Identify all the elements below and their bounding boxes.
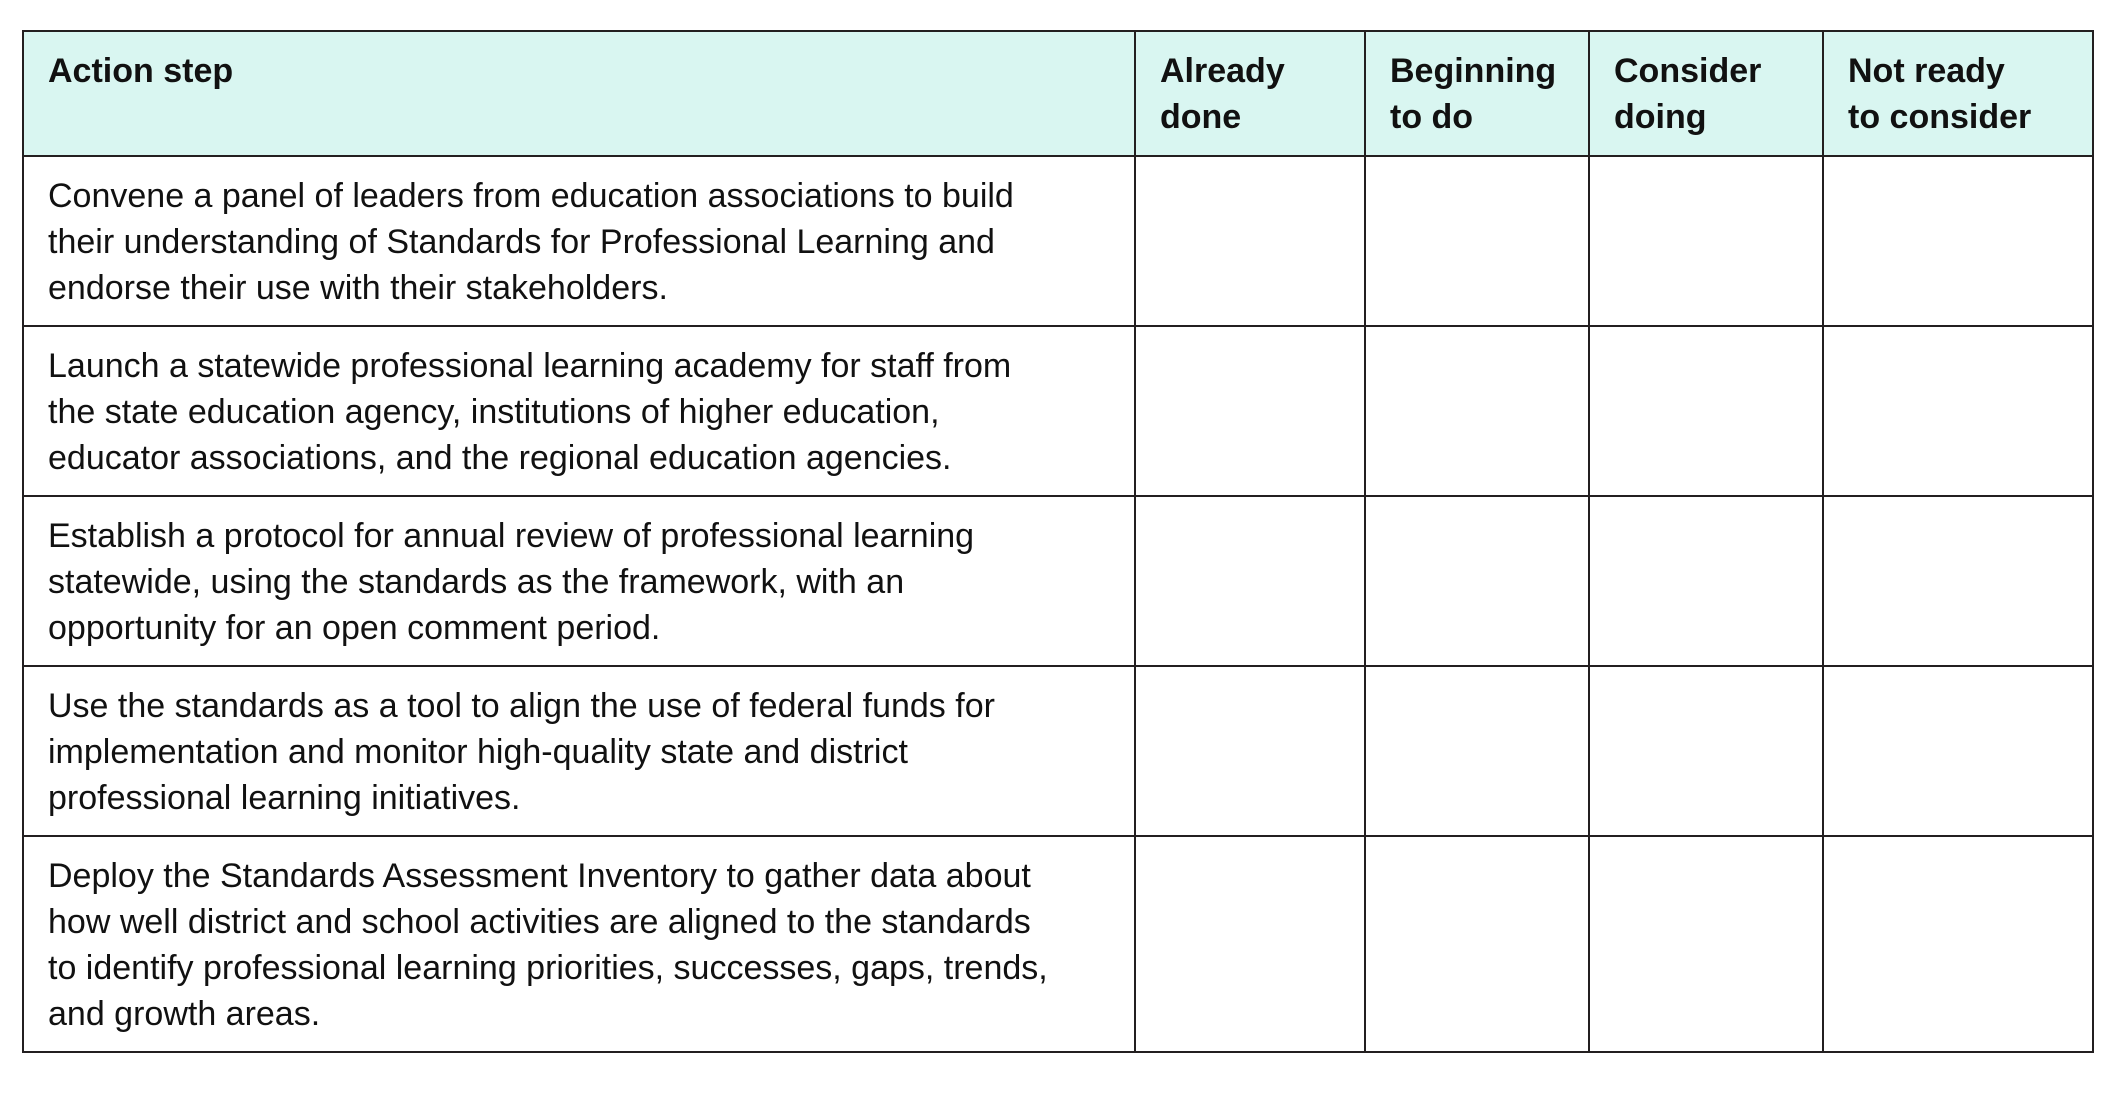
already-done-cell[interactable] — [1135, 496, 1365, 666]
consider-doing-cell[interactable] — [1589, 326, 1823, 496]
beginning-to-do-cell[interactable] — [1365, 836, 1589, 1052]
header-consider-doing-line-2: doing — [1614, 98, 1707, 136]
action-step-cell — [23, 326, 1135, 496]
action-step-cell — [23, 836, 1135, 1052]
header-beginning-to-do-line-2: to do — [1390, 98, 1474, 136]
table-row — [23, 156, 2093, 326]
action-step-cell — [23, 156, 1135, 326]
header-not-ready-to-consider — [1823, 31, 2093, 156]
consider-doing-cell[interactable] — [1589, 156, 1823, 326]
action-step-line: to identify professional learning priorities, successes, gaps, trends, — [48, 949, 1048, 987]
table-row — [23, 326, 2093, 496]
action-step-table-container — [22, 30, 2092, 1053]
header-action-step-line-1: Action step — [48, 52, 234, 90]
action-step-line: Deploy the Standards Assessment Inventory to gather data about — [48, 857, 1031, 895]
action-step-line: and growth areas. — [48, 995, 321, 1033]
header-beginning-to-do — [1365, 31, 1589, 156]
action-step-line: Establish a protocol for annual review of professional learning — [48, 517, 975, 555]
action-step-line: their understanding of Standards for Professional Learning and — [48, 223, 995, 261]
consider-doing-cell[interactable] — [1589, 496, 1823, 666]
header-consider-doing — [1589, 31, 1823, 156]
not-ready-to-consider-cell[interactable] — [1823, 156, 2093, 326]
already-done-cell[interactable] — [1135, 156, 1365, 326]
header-already-done-line-1: Already — [1160, 52, 1285, 90]
consider-doing-cell[interactable] — [1589, 666, 1823, 836]
header-already-done-line-2: done — [1160, 98, 1242, 136]
header-already-done — [1135, 31, 1365, 156]
header-not-ready-to-consider-line-2: to consider — [1848, 98, 2032, 136]
header-consider-doing-line-1: Consider — [1614, 52, 1762, 90]
action-step-line: Use the standards as a tool to align the use of federal funds for — [48, 687, 995, 725]
already-done-cell[interactable] — [1135, 836, 1365, 1052]
beginning-to-do-cell[interactable] — [1365, 326, 1589, 496]
table-row — [23, 496, 2093, 666]
action-step-line: statewide, using the standards as the framework, with an — [48, 563, 905, 601]
action-step-cell — [23, 496, 1135, 666]
beginning-to-do-cell[interactable] — [1365, 666, 1589, 836]
header-action-step — [23, 31, 1135, 156]
not-ready-to-consider-cell[interactable] — [1823, 666, 2093, 836]
not-ready-to-consider-cell[interactable] — [1823, 836, 2093, 1052]
header-row — [23, 31, 2093, 156]
already-done-cell[interactable] — [1135, 326, 1365, 496]
beginning-to-do-cell[interactable] — [1365, 496, 1589, 666]
action-step-checklist-table — [22, 30, 2094, 1053]
action-step-line: opportunity for an open comment period. — [48, 609, 661, 647]
already-done-cell[interactable] — [1135, 666, 1365, 836]
beginning-to-do-cell[interactable] — [1365, 156, 1589, 326]
action-step-cell — [23, 666, 1135, 836]
action-step-line: how well district and school activities are aligned to the standards — [48, 903, 1031, 941]
action-step-line: Launch a statewide professional learning academy for staff from — [48, 347, 1012, 385]
action-step-line: implementation and monitor high-quality state and district — [48, 733, 908, 771]
action-step-line: the state education agency, institutions of higher education, — [48, 393, 940, 431]
action-step-line: professional learning initiatives. — [48, 779, 521, 817]
header-beginning-to-do-line-1: Beginning — [1390, 52, 1557, 90]
action-step-line: endorse their use with their stakeholders. — [48, 269, 668, 307]
table-row — [23, 836, 2093, 1052]
not-ready-to-consider-cell[interactable] — [1823, 326, 2093, 496]
not-ready-to-consider-cell[interactable] — [1823, 496, 2093, 666]
header-not-ready-to-consider-line-1: Not ready — [1848, 52, 2005, 90]
consider-doing-cell[interactable] — [1589, 836, 1823, 1052]
action-step-line: educator associations, and the regional education agencies. — [48, 439, 952, 477]
action-step-line: Convene a panel of leaders from education associations to build — [48, 177, 1014, 215]
table-row — [23, 666, 2093, 836]
